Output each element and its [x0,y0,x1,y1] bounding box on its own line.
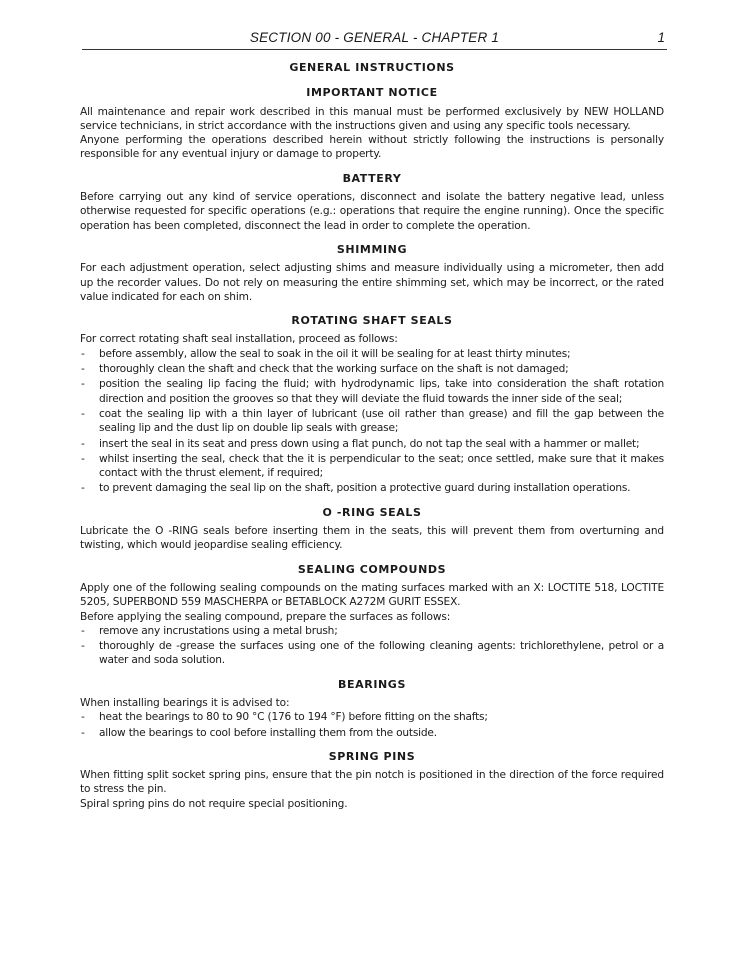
paragraph: Before applying the sealing compound, prepare the surfaces as follows: [80,610,451,623]
page-number: 1 [657,30,665,45]
paragraph: When installing bearings it is advised to: [80,696,290,709]
section-chapter-title: SECTION 00 - GENERAL - CHAPTER 1 [249,30,500,45]
paragraph: Anyone performing the operations described herein without strictly following the instructions is personally responsible for any eventual injury or damage to property. [80,134,664,161]
list-item: - allow the bearings to cool before installing them from the outside. [81,726,437,739]
main-title: GENERAL INSTRUCTIONS [289,61,455,74]
bullet-list [80,624,664,668]
paragraph: Spiral spring pins do not require special positioning. [80,797,348,810]
paragraph: All maintenance and repair work described in this manual must be performed exclusively by NEW HOLLAND service technicians, in strict accordance with the instructions given and using any specific tools necessary. [80,105,664,132]
page-content [80,60,664,811]
heading-sealing-compounds: SEALING COMPOUNDS [297,562,447,576]
list-item: - insert the seal in its seat and press down using a flat punch, do not tap the seal with a hammer or mallet; [81,437,640,450]
bullet-list [80,347,664,496]
list-item: - thoroughly de -grease the surfaces using one of the following cleaning agents: trichlorethylene, petrol or a water and soda solution. [81,640,664,667]
header-rule [82,49,667,50]
heading-spring-pins: SPRING PINS [328,749,416,763]
heading-bearings: BEARINGS [338,677,406,691]
paragraph: Before carrying out any kind of service operations, disconnect and isolate the battery negative lead, unless otherwise requested for specific operations (e.g.: operations that require the engine running). Once the specific operation has been completed, disconnect the lead in order to complete the operation. [80,191,664,232]
list-item: - thoroughly clean the shaft and check that the working surface on the shaft is not damaged; [81,363,569,376]
heading-rotating-shaft-seals: ROTATING SHAFT SEALS [291,314,453,328]
paragraph: When fitting split socket spring pins, ensure that the pin notch is positioned in the direction of the force required to stress the pin. [80,769,664,796]
paragraph: Lubricate the O -RING seals before inserting them in the seats, this will prevent them from overturning and twisting, which would jeopardise sealing efficiency. [80,525,664,552]
list-item: - before assembly, allow the seal to soak in the oil it will be sealing for at least thirty minutes; [81,347,571,360]
list-item: - remove any incrustations using a metal brush; [81,624,338,637]
heading-o-ring-seals: O -RING SEALS [322,505,422,519]
bullet-list [80,710,664,740]
paragraph: For each adjustment operation, select adjusting shims and measure individually using a micrometer, then add up the recorder values. Do not rely on measuring the entire shimming set, which may be incorrect, or the rated value indicated for each on shim. [80,262,664,303]
list-item: - to prevent damaging the seal lip on the shaft, position a protective guard during installation operations. [81,482,631,495]
page-header [82,30,667,48]
list-item: - whilst inserting the seal, check that the it is perpendicular to the seat; once settled, make sure that it makes contact with the thrust element, if required; [81,452,664,480]
paragraph: Apply one of the following sealing compounds on the mating surfaces marked with an X: LOCTITE 518, LOCTITE 5205, SUPERBOND 559 MASCHERPA or BETABLOCK A272M GURIT ESSEX. [80,581,664,609]
paragraph: For correct rotating shaft seal installation, proceed as follows: [80,333,398,346]
list-item: - heat the bearings to 80 to 90 °C (176 to 194 °F) before fitting on the shafts; [81,711,488,724]
list-item: - coat the sealing lip with a thin layer of lubricant (use oil rather than grease) and fill the gap between the sealing lip and the dust lip on double lip seals with grease; [81,407,664,435]
heading-battery: BATTERY [342,171,402,185]
heading-important-notice: IMPORTANT NOTICE [306,86,438,100]
list-item: - position the sealing lip facing the fluid; with hydrodynamic lips, take into consideration the shaft rotation direction and position the grooves so that they will deviate the fluid towards the inner side of the seal; [81,378,664,405]
heading-shimming: SHIMMING [336,242,408,256]
